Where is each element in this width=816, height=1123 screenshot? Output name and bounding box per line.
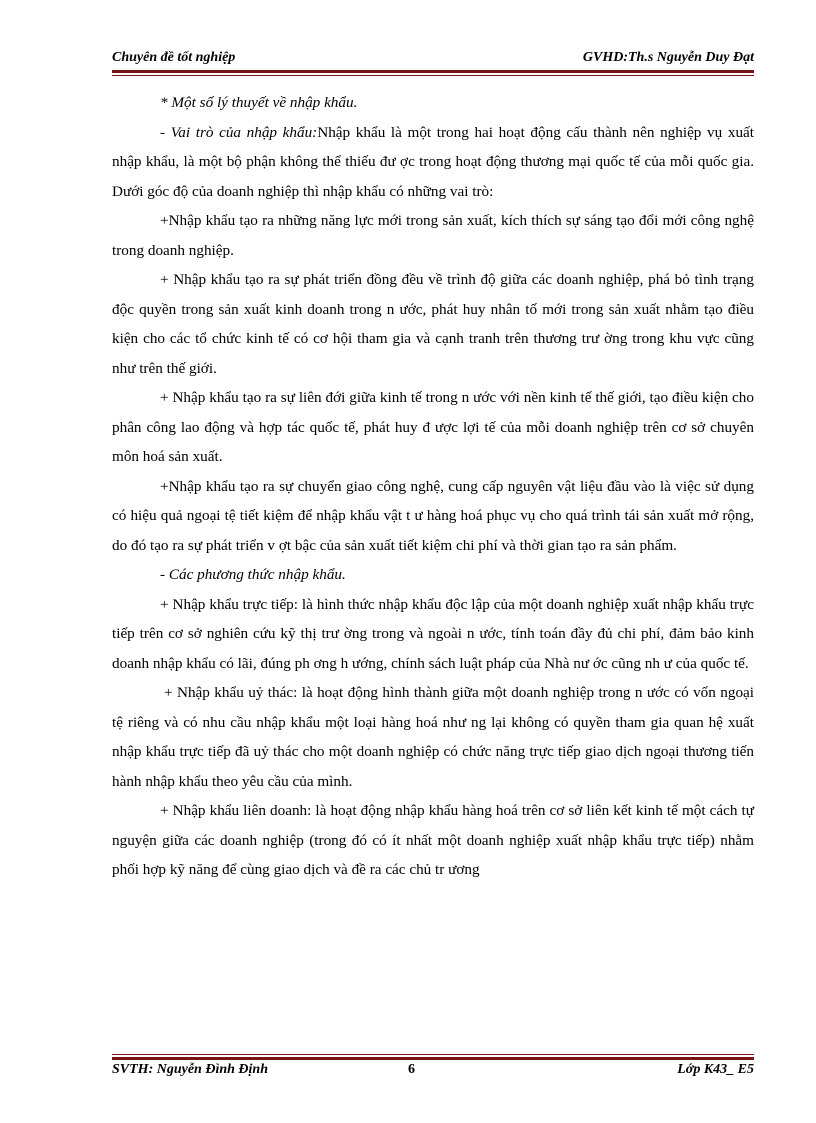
header-course-title: Chuyên đề tốt nghiệp (112, 50, 236, 65)
role-intro: Nhập khẩu là một trong hai hoạt động cấu thành nên nghiệp vụ xuất nhập khẩu, là một bộ phận không thể thiếu đư ợc trong hoạt động thương mại quốc tế của mỗi quốc gia. Dưới góc độ của doanh nghiệp thì nhập khẩu có những vai trò: (112, 123, 754, 200)
role-point: + Nhập khẩu tạo ra sự phát triển đồng đều về trình độ giữa các doanh nghiệp, phá bỏ tình trạng độc quyền trong sản xuất kinh doanh trong n ước, phát huy nhân tố mới trong sản xuất nhằm tạo điều kiện cho các tổ chức kinh tế có cơ hội tham gia và cạnh tranh trên thương trư ờng trong khu vực cũng như trên thế giới. (112, 271, 754, 377)
role-point: +Nhập khẩu tạo ra sự chuyển giao công nghệ, cung cấp nguyên vật liệu đầu vào là việc sử dụng có hiệu quả ngoại tệ tiết kiệm để nhập khẩu vật t ư hàng hoá phục vụ cho quá trình tái sản xuất mở rộng, do đó tạo ra sự phát triển v ợt bậc của sản xuất tiết kiệm chi phí và thời gian tạo ra sản phẩm. (112, 477, 754, 554)
method-point: + Nhập khẩu trực tiếp: là hình thức nhập khẩu độc lập của một doanh nghiệp xuất nhập khẩu trực tiếp trên cơ sở nghiên cứu kỹ thị trư ờng trong và ngoài n ước, tính toán đầy đủ chi phí, đảm bảo kinh doanh nhập khẩu có lãi, đúng ph ơng h ướng, chính sách luật pháp của Nhà nư ớc cũng nh ư của quốc tế. (112, 595, 754, 672)
role-paragraph (112, 118, 754, 207)
page-header (112, 48, 754, 68)
header-rule-thin (112, 75, 754, 76)
role-label: - Vai trò của nhập khẩu: (160, 123, 318, 141)
header-rule-thick (112, 70, 754, 73)
methods-label: - Các phương thức nhập khẩu. (160, 566, 346, 583)
role-point: + Nhập khẩu tạo ra sự liên đới giữa kinh tế trong n ước với nền kinh tế thế giới, tạo điều kiện cho phân công lao động và hợp tác quốc tế, phát huy đ ược lợi tế của mỗi doanh nghiệp trên cơ sở chuyên môn hoá sản xuất. (112, 389, 754, 465)
document-body (112, 88, 754, 885)
section-title: * Một số lý thuyết về nhập khẩu. (160, 94, 358, 111)
footer-class: Lớp K43_ E5 (677, 1062, 754, 1077)
footer-student: SVTH: Nguyễn Đình Định (112, 1062, 268, 1077)
page-footer (112, 1060, 754, 1080)
header-advisor: GVHD:Th.s Nguyễn Duy Đạt (582, 50, 754, 65)
footer-rule-thin (112, 1054, 754, 1055)
role-point: +Nhập khẩu tạo ra những năng lực mới trong sản xuất, kích thích sự sáng tạo đổi mới công nghệ trong doanh nghiệp. (112, 212, 754, 259)
page-number: 6 (408, 1062, 415, 1077)
method-point: + Nhập khẩu uỷ thác: là hoạt động hình thành giữa một doanh nghiệp trong n ước có vốn ngoại tệ riêng và có nhu cầu nhập khẩu một loại hàng hoá như ng lại không có quyền tham gia quan hệ xuất nhập khẩu trực tiếp đã uỷ thác cho một doanh nghiệp có chức năng trực tiếp giao dịch ngoại thương tiến hành nhập khẩu theo yêu cầu của mình. (112, 684, 754, 790)
method-point: + Nhập khẩu liên doanh: là hoạt động nhập khẩu hàng hoá trên cơ sở liên kết kinh tế một cách tự nguyện giữa các doanh nghiệp (trong đó có ít nhất một doanh nghiệp xuất nhập khẩu trực tiếp) nhằm phối hợp kỹ năng để cùng giao dịch và đề ra các chủ tr ương (112, 802, 754, 878)
